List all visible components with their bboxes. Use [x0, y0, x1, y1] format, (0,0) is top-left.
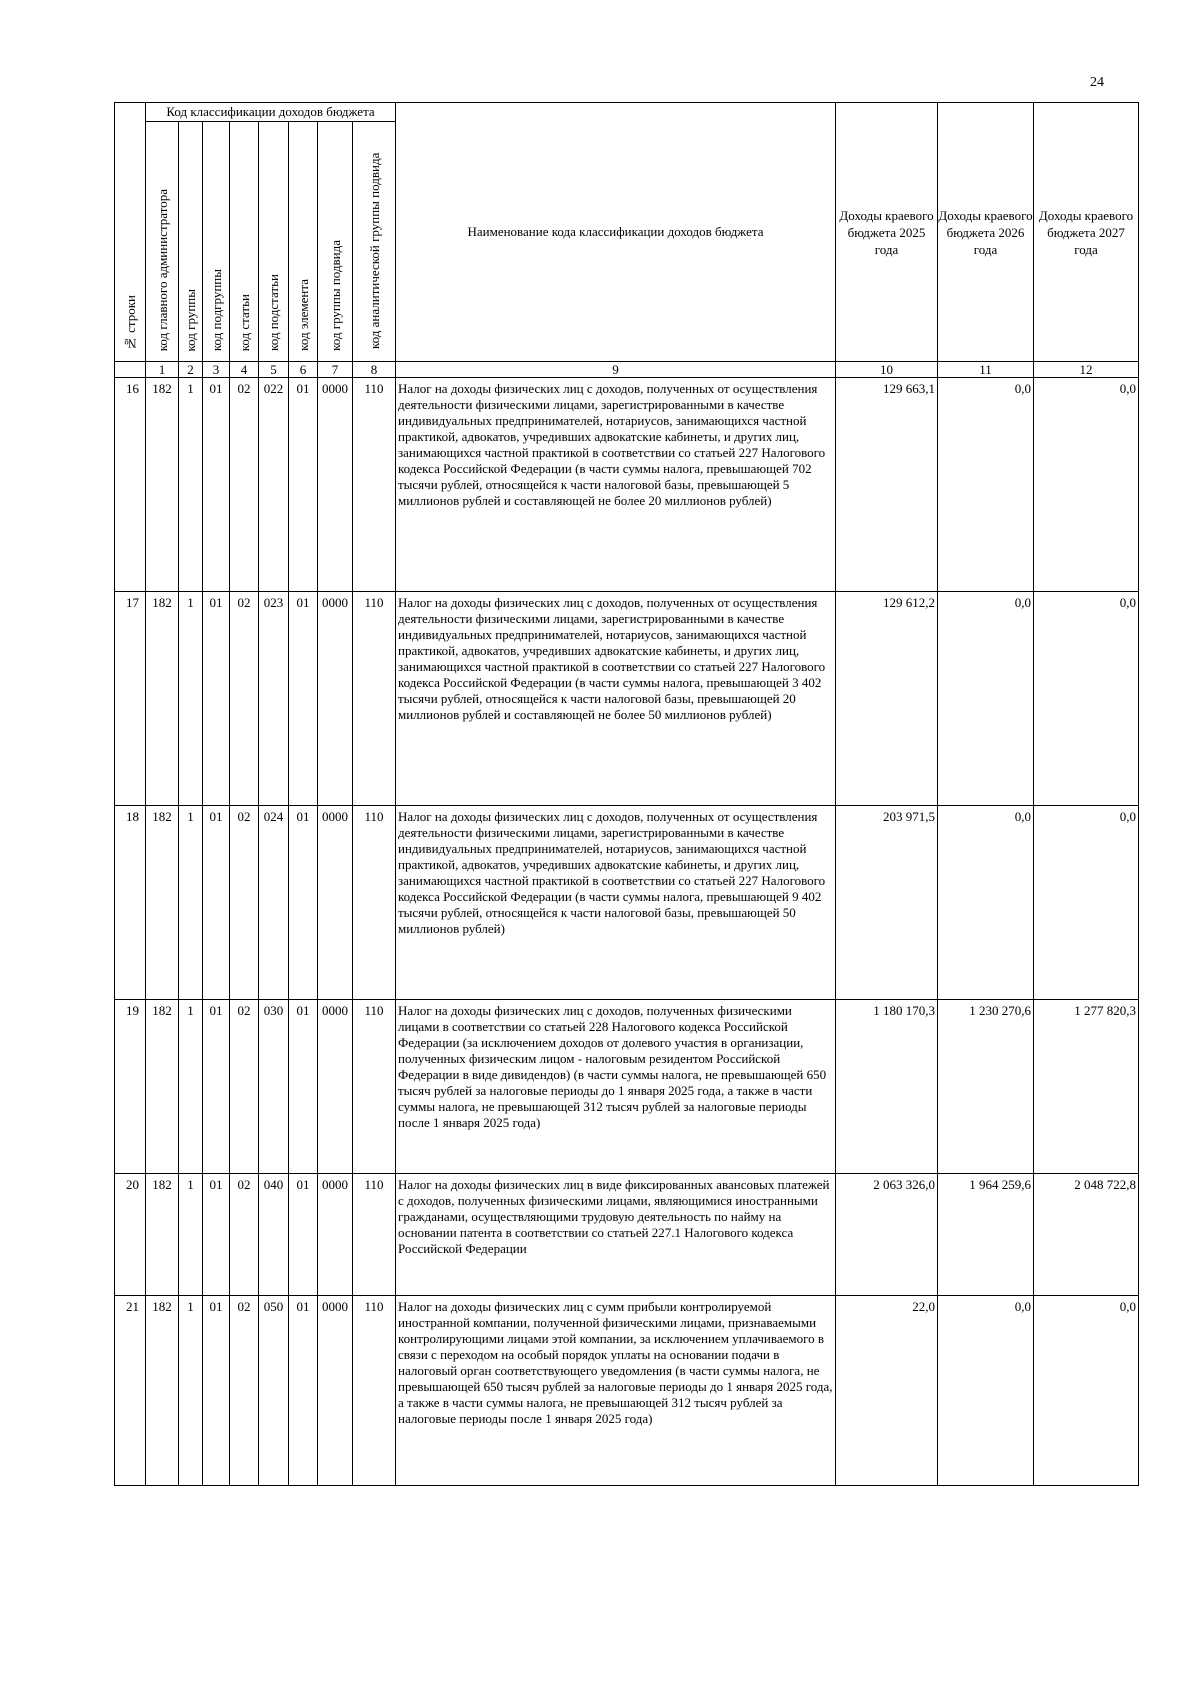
header-code-group: код группы — [179, 122, 203, 362]
cell-group: 1 — [179, 1296, 203, 1486]
column-number: 1 — [146, 362, 179, 378]
column-number: 7 — [318, 362, 353, 378]
page-number: 24 — [1090, 75, 1104, 90]
cell-y2027: 0,0 — [1034, 806, 1139, 1000]
cell-subgroup: 01 — [203, 1174, 230, 1296]
cell-admin: 182 — [146, 1174, 179, 1296]
cell-y2025: 22,0 — [836, 1296, 938, 1486]
cell-element: 01 — [289, 806, 318, 1000]
column-number: 2 — [179, 362, 203, 378]
cell-admin: 182 — [146, 378, 179, 592]
header-code-subtype-group: код группы подвида — [318, 122, 353, 362]
column-number — [115, 362, 146, 378]
cell-y2027: 0,0 — [1034, 1296, 1139, 1486]
cell-name: Налог на доходы физических лиц с доходов, полученных физическими лицами в соответствии со статьей 228 Налогового кодекса Российской Федерации (за исключением доходов от долевого участия в организации, полученных физическим лицом - налоговым резидентом Российской Федерации в виде дивидендов) (в части суммы налога, не превышающей 650 тысяч рублей за налоговые периоды до 1 января 2025 года, а также в части суммы налога, не превышающей 312 тысяч рублей за налоговые периоды после 1 января 2025 года) — [396, 1000, 836, 1174]
cell-element: 01 — [289, 1000, 318, 1174]
cell-y2025: 129 663,1 — [836, 378, 938, 592]
cell-y2026: 1 964 259,6 — [938, 1174, 1034, 1296]
cell-admin: 182 — [146, 806, 179, 1000]
table-row — [115, 1000, 1139, 1174]
cell-no: 20 — [115, 1174, 146, 1296]
cell-element: 01 — [289, 378, 318, 592]
cell-name: Налог на доходы физических лиц с доходов, полученных от осуществления деятельности физическими лицами, зарегистрированными в качестве индивидуальных предпринимателей, нотариусов, занимающихся частной практикой, адвокатов, учредивших адвокатские кабинеты, и других лиц, занимающихся частной практикой в соответствии со статьей 227 Налогового кодекса Российской Федерации (в части суммы налога, превышающей 3 402 тысячи рублей, относящейся к части налоговой базы, превышающей 20 миллионов рублей и составляющей не более 50 миллионов рублей) — [396, 592, 836, 806]
cell-name: Налог на доходы физических лиц с доходов, полученных от осуществления деятельности физическими лицами, зарегистрированными в качестве индивидуальных предпринимателей, нотариусов, занимающихся частной практикой, адвокатов, учредивших адвокатские кабинеты, и других лиц, занимающихся частной практикой в соответствии со статьей 227 Налогового кодекса Российской Федерации (в части суммы налога, превышающей 702 тысячи рублей, относящейся к части налоговой базы, превышающей 5 миллионов рублей и составляющей не более 20 миллионов рублей) — [396, 378, 836, 592]
cell-name: Налог на доходы физических лиц в виде фиксированных авансовых платежей с доходов, полученных физическими лицами, являющимися иностранными гражданами, осуществляющими трудовую деятельность по найму на основании патента в соответствии со статьей 227.1 Налогового кодекса Российской Федерации — [396, 1174, 836, 1296]
cell-subtype: 0000 — [318, 1296, 353, 1486]
header-row-top — [115, 103, 1139, 122]
cell-analytic: 110 — [353, 806, 396, 1000]
column-number: 9 — [396, 362, 836, 378]
cell-admin: 182 — [146, 1296, 179, 1486]
cell-y2027: 0,0 — [1034, 378, 1139, 592]
cell-no: 19 — [115, 1000, 146, 1174]
column-number: 5 — [259, 362, 289, 378]
cell-analytic: 110 — [353, 592, 396, 806]
cell-article: 02 — [230, 1174, 259, 1296]
header-amount-2025: Доходы краевого бюджета 2025 года — [836, 103, 938, 362]
cell-article: 02 — [230, 806, 259, 1000]
cell-article: 02 — [230, 378, 259, 592]
cell-name: Налог на доходы физических лиц с доходов, полученных от осуществления деятельности физическими лицами, зарегистрированными в качестве индивидуальных предпринимателей, нотариусов, занимающихся частной практикой, адвокатов, учредивших адвокатские кабинеты, и других лиц, занимающихся частной практикой в соответствии со статьей 227 Налогового кодекса Российской Федерации (в части суммы налога, превышающей 9 402 тысячи рублей, относящейся к части налоговой базы, превышающей 50 миллионов рублей) — [396, 806, 836, 1000]
cell-element: 01 — [289, 1174, 318, 1296]
header-classification-group: Код классификации доходов бюджета — [146, 103, 396, 122]
cell-subarticle: 050 — [259, 1296, 289, 1486]
cell-admin: 182 — [146, 592, 179, 806]
cell-no: 16 — [115, 378, 146, 592]
budget-revenue-table — [114, 102, 1139, 1486]
table-body — [115, 378, 1139, 1486]
cell-y2027: 1 277 820,3 — [1034, 1000, 1139, 1174]
cell-group: 1 — [179, 1174, 203, 1296]
cell-group: 1 — [179, 806, 203, 1000]
table-row — [115, 1296, 1139, 1486]
table-row — [115, 378, 1139, 592]
cell-analytic: 110 — [353, 1000, 396, 1174]
cell-y2026: 0,0 — [938, 1296, 1034, 1486]
table-row — [115, 1174, 1139, 1296]
cell-element: 01 — [289, 1296, 318, 1486]
cell-subgroup: 01 — [203, 378, 230, 592]
cell-article: 02 — [230, 592, 259, 806]
header-row-number: № строки — [115, 103, 146, 362]
cell-analytic: 110 — [353, 378, 396, 592]
column-number: 6 — [289, 362, 318, 378]
header-amount-2027: Доходы краевого бюджета 2027 года — [1034, 103, 1139, 362]
cell-article: 02 — [230, 1000, 259, 1174]
cell-y2027: 2 048 722,8 — [1034, 1174, 1139, 1296]
cell-y2026: 0,0 — [938, 378, 1034, 592]
cell-y2027: 0,0 — [1034, 592, 1139, 806]
header-code-admin: код главного администратора — [146, 122, 179, 362]
header-code-element: код элемента — [289, 122, 318, 362]
cell-analytic: 110 — [353, 1296, 396, 1486]
column-number: 10 — [836, 362, 938, 378]
column-number: 3 — [203, 362, 230, 378]
cell-subarticle: 023 — [259, 592, 289, 806]
cell-no: 21 — [115, 1296, 146, 1486]
cell-analytic: 110 — [353, 1174, 396, 1296]
cell-subarticle: 040 — [259, 1174, 289, 1296]
cell-subtype: 0000 — [318, 592, 353, 806]
cell-subgroup: 01 — [203, 592, 230, 806]
cell-subgroup: 01 — [203, 806, 230, 1000]
header-name: Наименование кода классификации доходов бюджета — [396, 103, 836, 362]
cell-y2026: 0,0 — [938, 806, 1034, 1000]
cell-subgroup: 01 — [203, 1296, 230, 1486]
table-row — [115, 592, 1139, 806]
header-amount-2026: Доходы краевого бюджета 2026 года — [938, 103, 1034, 362]
cell-y2025: 203 971,5 — [836, 806, 938, 1000]
cell-subtype: 0000 — [318, 806, 353, 1000]
column-number: 12 — [1034, 362, 1139, 378]
cell-name: Налог на доходы физических лиц с сумм прибыли контролируемой иностранной компании, полученной физическими лицами, признаваемыми контролирующими лицами этой компании, за исключением уплачиваемого в связи с переходом на особый порядок уплаты на основании подачи в налоговый орган соответствующего уведомления (в части суммы налога, не превышающей 650 тысяч рублей за налоговые периоды до 1 января 2025 года, а также в части суммы налога, не превышающей 312 тысяч рублей за налоговые периоды после 1 января 2025 года) — [396, 1296, 836, 1486]
cell-y2026: 0,0 — [938, 592, 1034, 806]
cell-subarticle: 030 — [259, 1000, 289, 1174]
cell-admin: 182 — [146, 1000, 179, 1174]
cell-group: 1 — [179, 378, 203, 592]
header-code-article: код статьи — [230, 122, 259, 362]
cell-subtype: 0000 — [318, 378, 353, 592]
table-row — [115, 806, 1139, 1000]
column-number-row — [115, 362, 1139, 378]
column-number: 8 — [353, 362, 396, 378]
column-number: 11 — [938, 362, 1034, 378]
header-code-subarticle: код подстатьи — [259, 122, 289, 362]
column-number: 4 — [230, 362, 259, 378]
header-code-subgroup: код подгруппы — [203, 122, 230, 362]
cell-y2025: 1 180 170,3 — [836, 1000, 938, 1174]
cell-subarticle: 022 — [259, 378, 289, 592]
cell-group: 1 — [179, 1000, 203, 1174]
cell-y2025: 129 612,2 — [836, 592, 938, 806]
cell-subtype: 0000 — [318, 1000, 353, 1174]
cell-subarticle: 024 — [259, 806, 289, 1000]
cell-article: 02 — [230, 1296, 259, 1486]
cell-element: 01 — [289, 592, 318, 806]
cell-subtype: 0000 — [318, 1174, 353, 1296]
cell-subgroup: 01 — [203, 1000, 230, 1174]
cell-no: 18 — [115, 806, 146, 1000]
cell-group: 1 — [179, 592, 203, 806]
cell-y2026: 1 230 270,6 — [938, 1000, 1034, 1174]
cell-y2025: 2 063 326,0 — [836, 1174, 938, 1296]
header-code-analytic-group: код аналитической группы подвида — [353, 122, 396, 362]
cell-no: 17 — [115, 592, 146, 806]
